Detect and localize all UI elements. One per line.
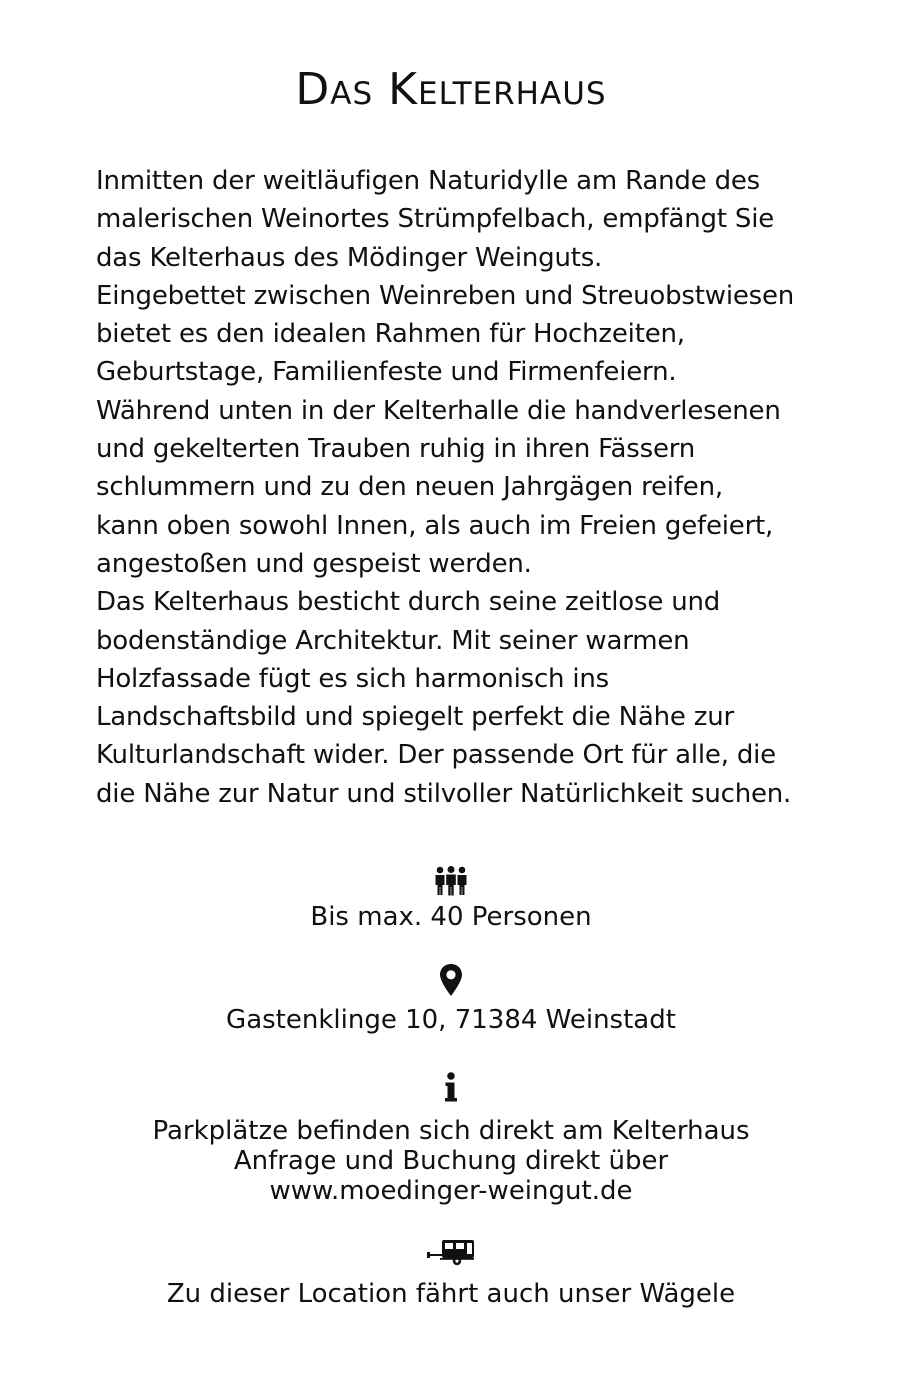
description-line: Inmitten der weitläufigen Naturidylle am Rande des [96,166,761,196]
people-icon [433,866,469,896]
page-title: Das Kelterhaus [295,64,607,115]
capacity-text: Bis max. 40 Personen [310,902,592,932]
description-line: Kulturlandschaft wider. Der passende Ort für alle, die [96,740,776,771]
description-line: bietet es den idealen Rahmen für Hochzeiten, [96,319,685,350]
description-line: Eingebettet zwischen Weinreben und Streuobstwiesen [96,280,795,311]
description-line: bodenständige Architektur. Mit seiner warmen [96,625,690,656]
info-section [0,1072,902,1206]
description-line: angestoßen und gespeist werden. [96,548,532,579]
description-line: kann oben sowohl Innen, als auch im Freien gefeiert, [96,510,774,541]
trailer-section [0,1239,902,1310]
description-line: Landschaftsbild und spiegelt perfekt die Nähe zur [96,702,734,733]
description-line: Holzfassade fügt es sich harmonisch ins [96,663,610,694]
description-line: die Nähe zur Natur und stilvoller Natürlichkeit suchen. [96,778,792,809]
info-icon [443,1072,459,1102]
trailer-icon [427,1239,475,1267]
description-line: Während unten in der Kelterhalle die handverlesenen [96,395,781,426]
map-pin-icon [439,964,463,996]
trailer-text: Zu dieser Location fährt auch unser Wägele [166,1279,736,1309]
description-text [96,162,836,813]
description-line: malerischen Weinortes Strümpfelbach, empfängt Sie [96,204,775,235]
description-line: Geburtstage, Familienfeste und Firmenfeiern. [96,357,677,388]
address-text: Gastenklinge 10, 71384 Weinstadt [226,1005,676,1035]
capacity-section [0,866,902,933]
description-line: das Kelterhaus des Mödinger Weinguts. [96,242,603,273]
booking-text: Anfrage und Buchung direkt über [233,1146,669,1176]
description-line: schlummern und zu den neuen Jahrgägen reifen, [96,472,723,503]
description-line: und gekelterten Trauben ruhig in ihren Fässern [96,434,696,465]
parking-text: Parkplätze befinden sich direkt am Kelterhaus [152,1116,750,1146]
website-link[interactable]: www.moedinger-weingut.de [269,1176,633,1206]
description-line: Das Kelterhaus besticht durch seine zeitlose und [96,587,721,618]
address-section [0,964,902,1036]
